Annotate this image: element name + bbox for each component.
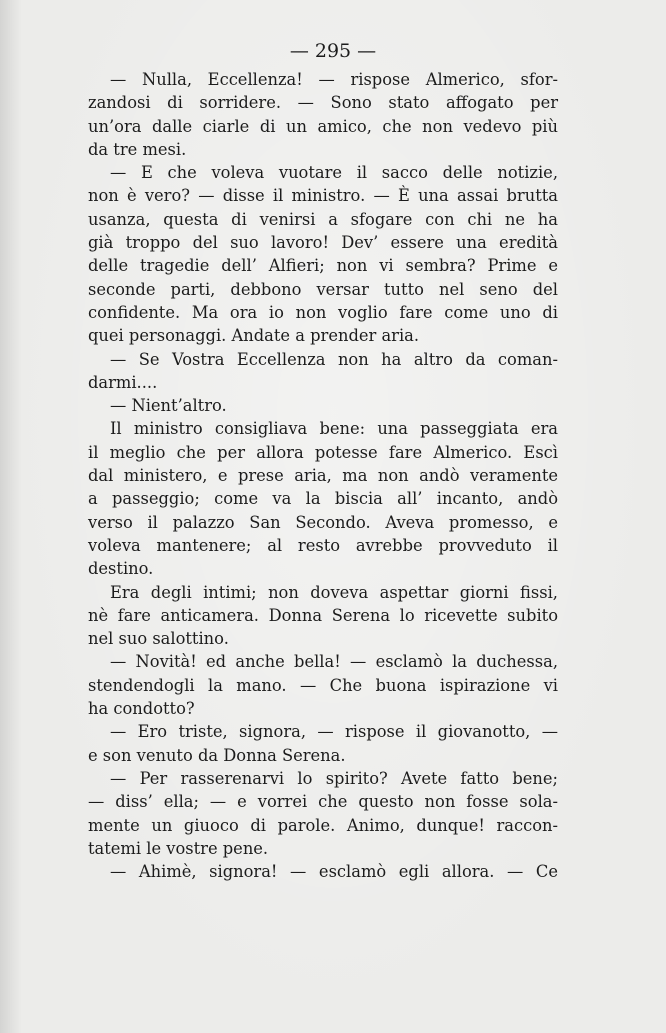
text-line: darmi.... bbox=[88, 372, 158, 392]
text-line: destino. bbox=[88, 559, 154, 579]
text-line: dal ministero, e prese aria, ma non andò veramente bbox=[88, 466, 558, 486]
text-line: usanza, questa di venirsi a sfogare con chi ne ha bbox=[88, 209, 558, 229]
text-line: voleva mantenere; al resto avrebbe provveduto il bbox=[88, 535, 558, 555]
text-line: delle tragedie dell’ Alfieri; non vi sembra? Prime e bbox=[88, 256, 558, 276]
text-line: mente un giuoco di parole. Animo, dunque! raccon- bbox=[88, 815, 558, 835]
text-line: verso il palazzo San Secondo. Aveva promesso, e bbox=[88, 512, 558, 532]
text-line: nè fare anticamera. Donna Serena lo ricevette subito bbox=[88, 605, 558, 625]
text-line: da tre mesi. bbox=[88, 139, 187, 159]
text-line: ha condotto? bbox=[88, 699, 195, 719]
body-text bbox=[88, 68, 558, 883]
text-line: un’ora dalle ciarle di un amico, che non vedevo più bbox=[88, 116, 558, 136]
text-line: zandosi di sorridere. — Sono stato affogato per bbox=[88, 93, 558, 113]
text-line: e son venuto da Donna Serena. bbox=[88, 745, 346, 765]
text-line: nel suo salottino. bbox=[88, 629, 229, 649]
text-line: — Per rasserenarvi lo spirito? Avete fatto bene; bbox=[110, 768, 558, 788]
text-line: — Se Vostra Eccellenza non ha altro da coman- bbox=[110, 349, 558, 369]
text-line: stendendogli la mano. — Che buona ispirazione vi bbox=[88, 675, 558, 695]
text-line: — Nient’altro. bbox=[110, 396, 227, 416]
text-line: tatemi le vostre pene. bbox=[88, 838, 269, 858]
text-line: — Novità! ed anche bella! — esclamò la duchessa, bbox=[110, 652, 558, 672]
text-line: a passeggio; come va la biscia all’ incanto, andò bbox=[88, 489, 558, 509]
text-line: — diss’ ella; — e vorrei che questo non fosse sola- bbox=[88, 792, 558, 812]
text-line: seconde parti, debbono versar tutto nel seno del bbox=[88, 279, 558, 299]
page-number: — 295 — bbox=[289, 40, 377, 62]
text-line: quei personaggi. Andate a prender aria. bbox=[88, 326, 420, 346]
binding-shadow bbox=[0, 0, 22, 1033]
text-line: Era degli intimi; non doveva aspettar giorni fissi, bbox=[110, 582, 558, 602]
text-line: il meglio che per allora potesse fare Almerico. Escì bbox=[88, 442, 558, 462]
text-line: — Ahimè, signora! — esclamò egli allora. — Ce bbox=[110, 862, 558, 882]
text-line: — E che voleva vuotare il sacco delle notizie, bbox=[110, 163, 558, 183]
text-line: già troppo del suo lavoro! Dev’ essere una eredità bbox=[88, 233, 558, 253]
text-line: confidente. Ma ora io non voglio fare come uno di bbox=[88, 302, 558, 322]
text-line: Il ministro consigliava bene: una passeggiata era bbox=[110, 419, 558, 439]
text-line: non è vero? — disse il ministro. — È una assai brutta bbox=[88, 186, 558, 206]
text-line: — Ero triste, signora, — rispose il giovanotto, — bbox=[110, 722, 558, 742]
text-line: — Nulla, Eccellenza! — rispose Almerico, sfor- bbox=[110, 70, 558, 89]
